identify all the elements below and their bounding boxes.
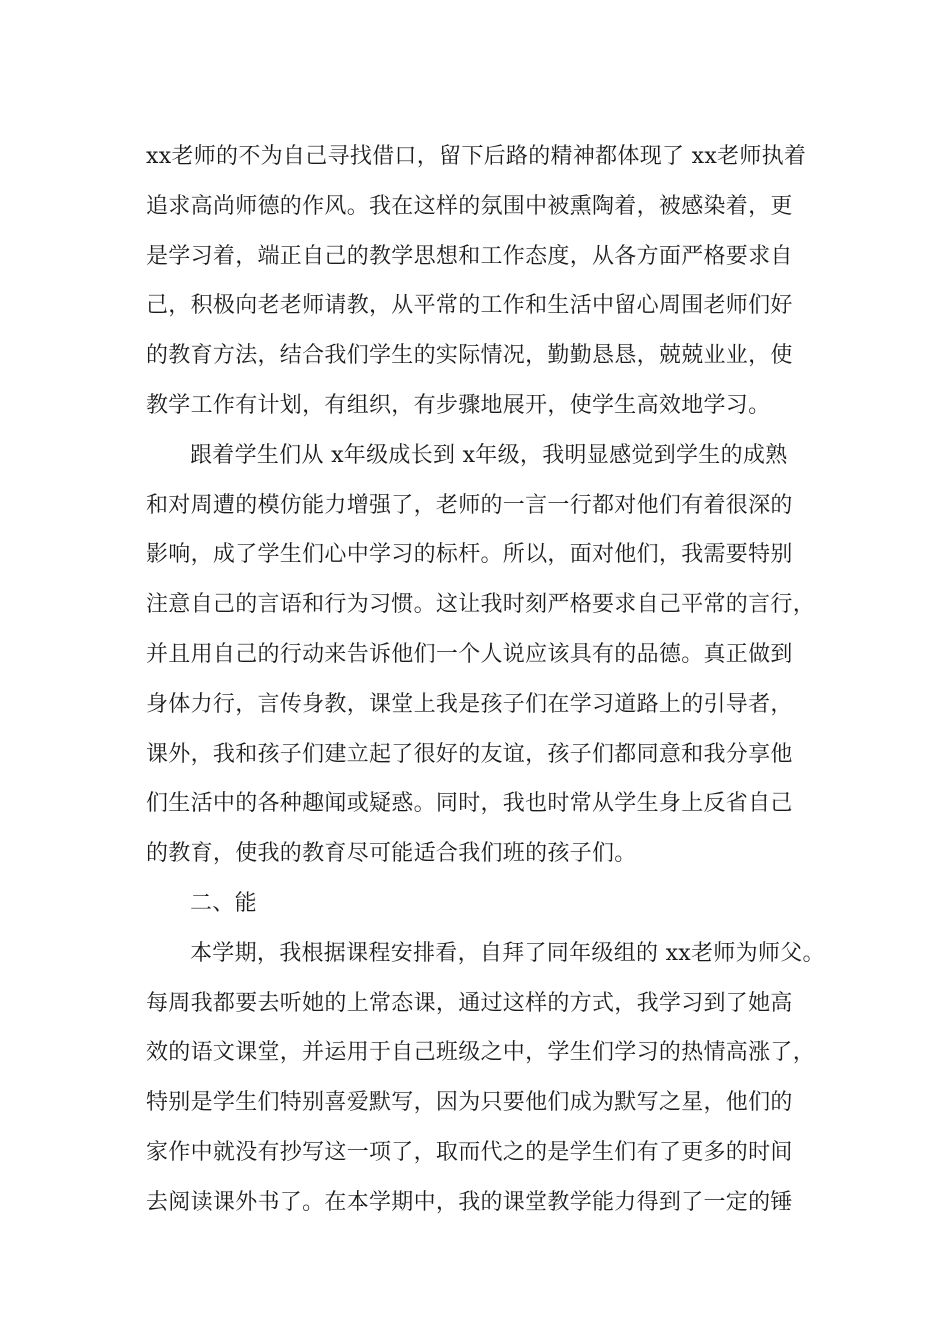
text-line: 去阅读课外书了。在本学期中，我的课堂教学能力得到了一定的锤	[146, 1189, 793, 1215]
text-line: 身体力行，言传身教，课堂上我是孩子们在学习道路上的引导者，	[146, 691, 793, 717]
text-line: 是学习着，端正自己的教学思想和工作态度，从各方面严格要求自	[146, 243, 793, 269]
text-line: 效的语文课堂，并运用于自己班级之中，学生们学习的热情高涨了，	[146, 1040, 816, 1066]
document-body	[146, 132, 825, 1228]
text-line: 家作中就没有抄写这一项了，取而代之的是学生们有了更多的时间	[146, 1139, 793, 1165]
text-line: 课外，我和孩子们建立起了很好的友谊，孩子们都同意和我分享他	[146, 741, 793, 767]
text-line: 本学期，我根据课程安排看，自拜了同年级组的 xx老师为师父。	[190, 940, 825, 966]
text-line: 教学工作有计划，有组织，有步骤地展开，使学生高效地学习。	[146, 392, 771, 418]
text-line: xx老师的不为自己寻找借口，留下后路的精神都体现了 xx老师执着	[146, 144, 807, 169]
text-line: 跟着学生们从 x年级成长到 x年级，我明显感觉到学生的成熟	[190, 442, 788, 468]
text-line: 的教育，使我的教育尽可能适合我们班的孩子们。	[146, 841, 637, 867]
text-line: 并且用自己的行动来告诉他们一个人说应该具有的品德。真正做到	[146, 641, 793, 667]
text-line: 追求高尚师德的作风。我在这样的氛围中被熏陶着，被感染着，更	[146, 193, 793, 219]
text-line: 和对周遭的模仿能力增强了，老师的一言一行都对他们有着很深的	[146, 492, 793, 518]
text-line: 们生活中的各种趣闻或疑惑。同时，我也时常从学生身上反省自己	[146, 791, 793, 817]
text-line: 影响，成了学生们心中学习的标杆。所以，面对他们，我需要特别	[146, 542, 793, 568]
text-line: 己，积极向老老师请教，从平常的工作和生活中留心周围老师们好	[146, 293, 793, 319]
text-line: 特别是学生们特别喜爱默写，因为只要他们成为默写之星，他们的	[146, 1090, 793, 1116]
text-line: 二、能	[190, 890, 257, 916]
text-line: 的教育方法，结合我们学生的实际情况，勤勤恳恳，兢兢业业，使	[146, 343, 793, 369]
text-line: 每周我都要去听她的上常态课，通过这样的方式，我学习到了她高	[146, 990, 793, 1016]
text-line: 注意自己的言语和行为习惯。这让我时刻严格要求自己平常的言行，	[146, 592, 816, 618]
